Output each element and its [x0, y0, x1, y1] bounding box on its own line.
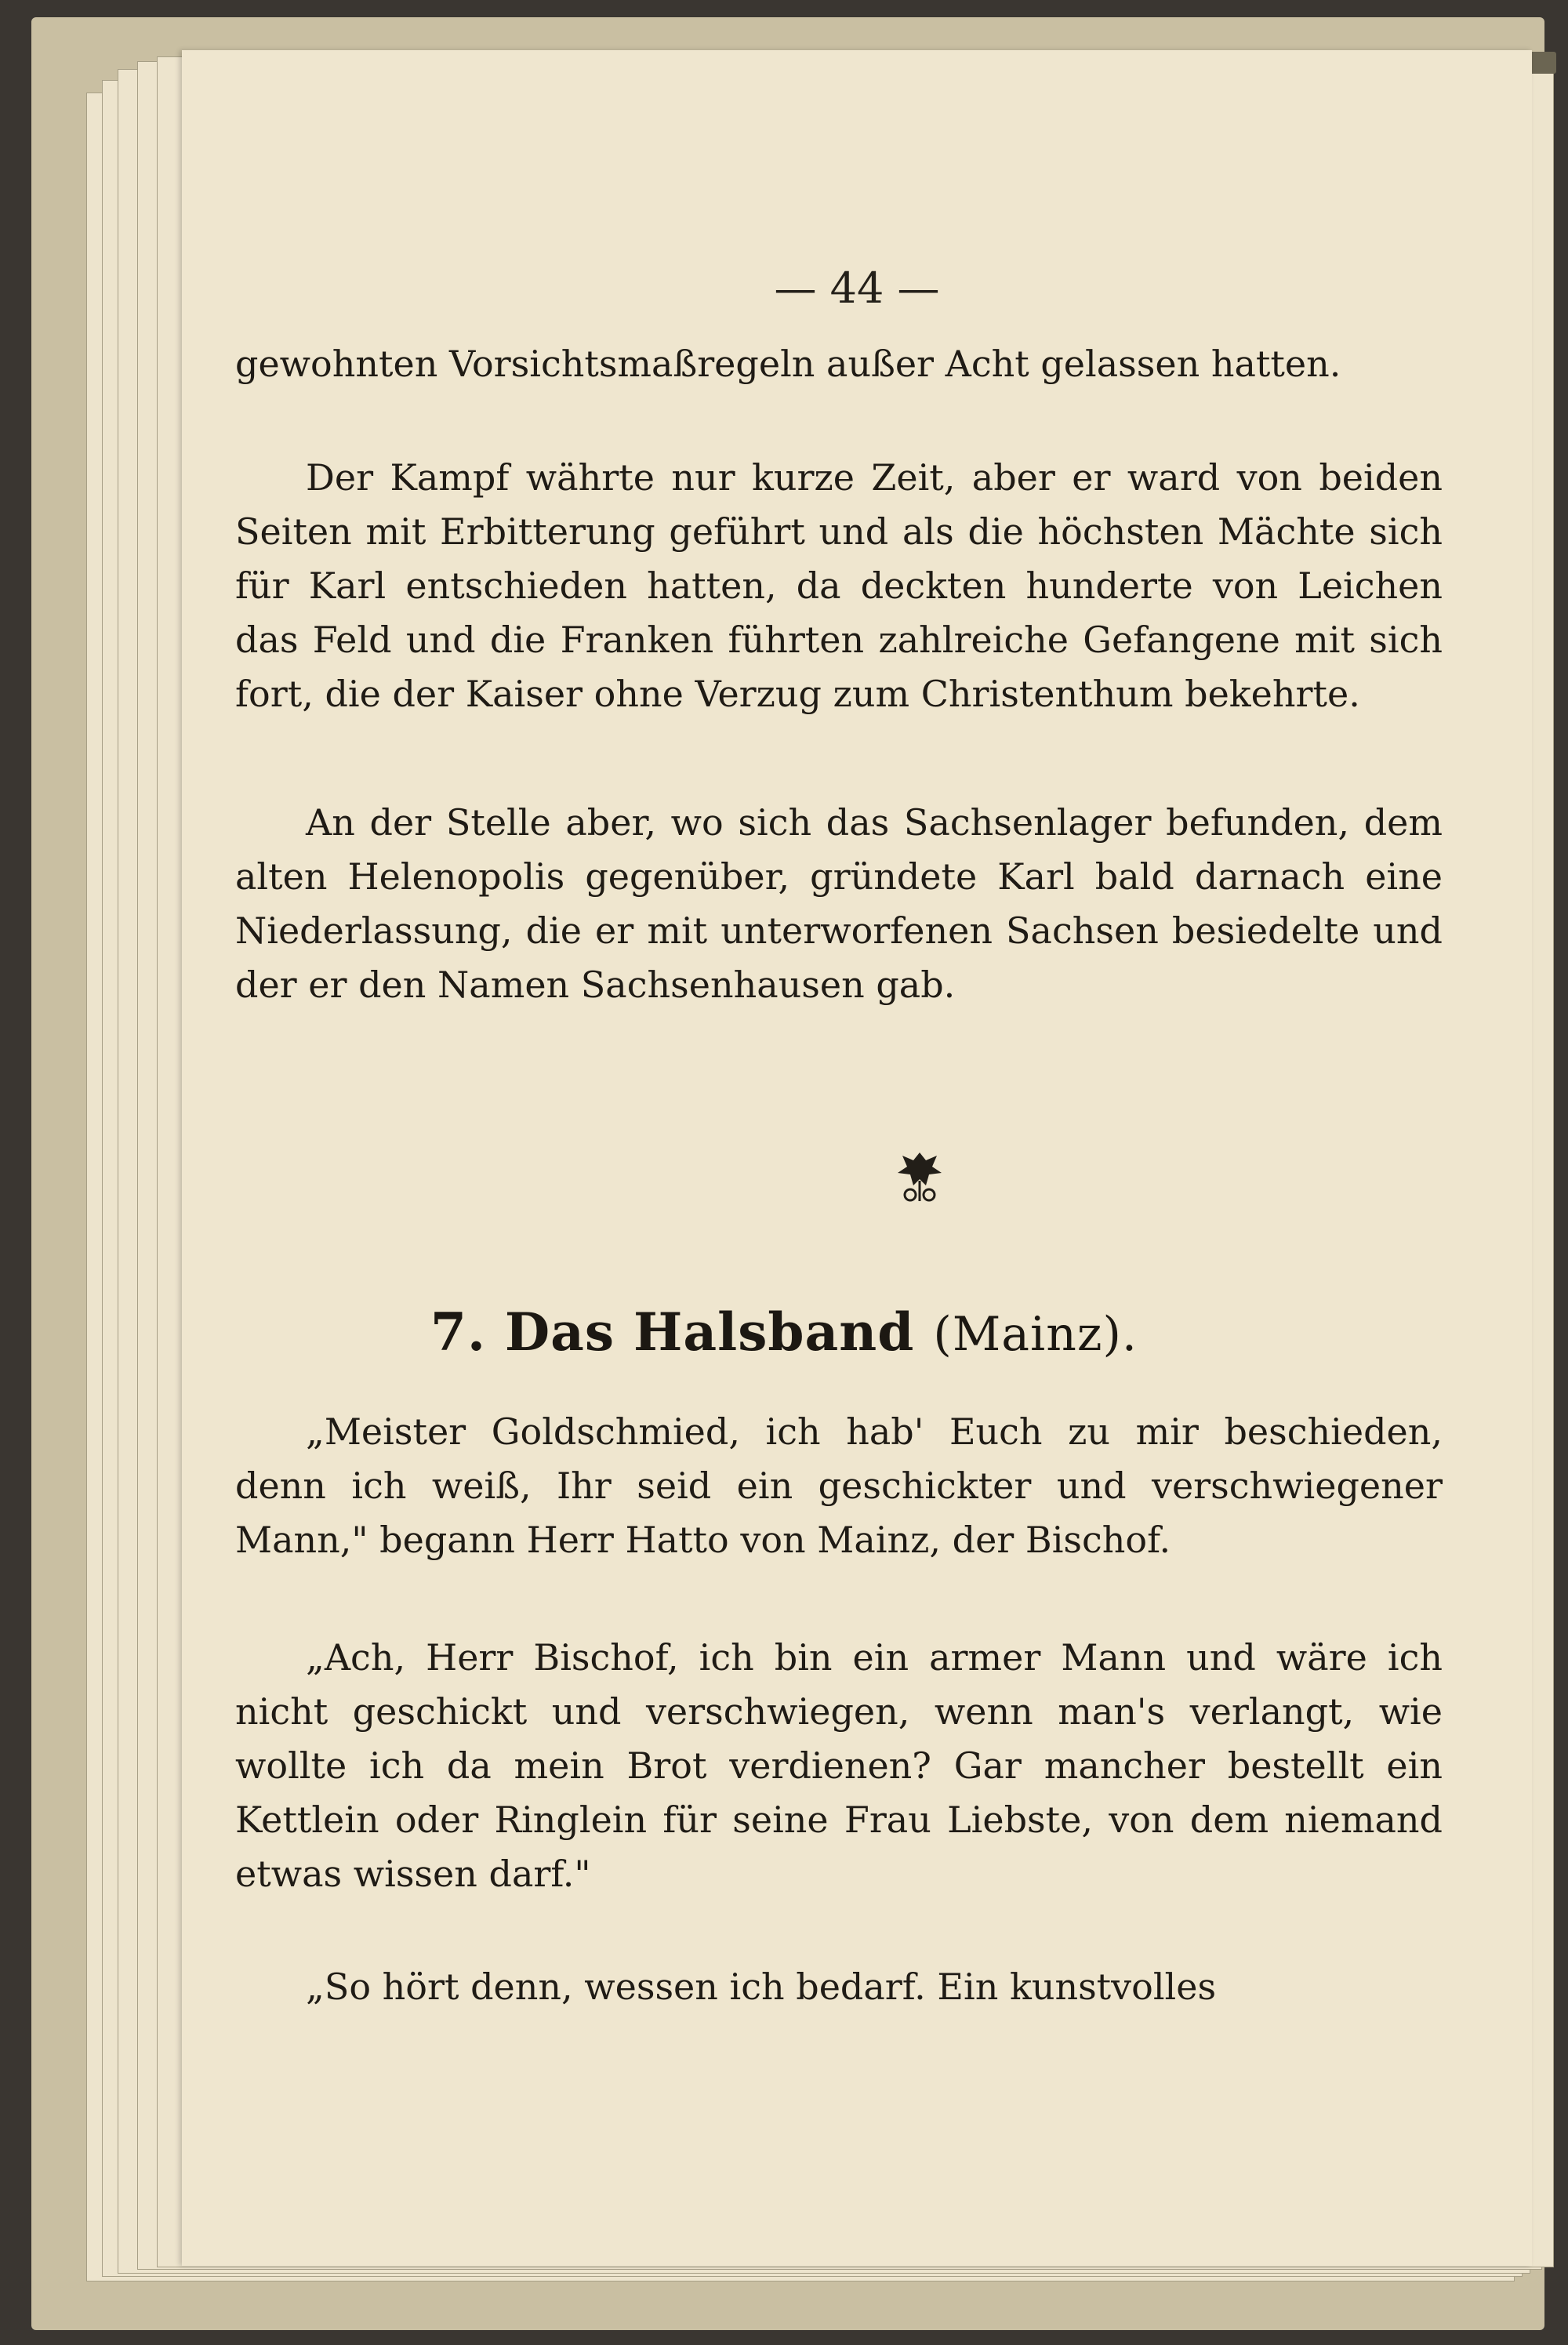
ornament-icon: [895, 1149, 945, 1204]
paragraph: An der Stelle aber, wo sich das Sachsenlager befunden, dem alten Helenopolis gegenüber, gründete Karl bald darnach eine Niederlassung, die er mit unterworfenen Sachsen besiedelte und der er den Namen Sachsenhausen gab.: [235, 801, 1443, 1006]
paragraph: „Ach, Herr Bischof, ich bin ein armer Mann und wäre ich nicht geschickt und verschwiegen, wenn man's verlangt, wie wollte ich da mein Brot verdienen? Gar mancher bestellt ein Kettlein oder Ringlein für seine Frau Liebste, von dem niemand etwas wissen darf.": [235, 1636, 1443, 1895]
page-number: — 44 —: [774, 263, 940, 313]
paragraph-continuation: gewohnten Vorsichtsmaßregeln außer Acht gelassen hatten.: [235, 343, 1341, 385]
paragraph: „So hört denn, wessen ich bedarf. Ein kunstvolles: [306, 1966, 1217, 2008]
chapter-title: 7. Das Halsband (Mainz).: [430, 1301, 1138, 1363]
paragraph: Der Kampf währte nur kurze Zeit, aber er ward von beiden Seiten mit Erbitterung geführt und als die höchsten Mächte sich für Karl entschieden hatten, da deckten hunderte von Leichen das Feld und die Franken führten zahlreiche Gefangene mit sich fort, die der Kaiser ohne Verzug zum Christenthum bekehrte.: [235, 456, 1443, 715]
paragraph: „Meister Goldschmied, ich hab' Euch zu mir beschieden, denn ich weiß, Ihr seid ein geschickter und verschwiegener Mann," begann Herr Hatto von Mainz, der Bischof.: [235, 1410, 1443, 1561]
